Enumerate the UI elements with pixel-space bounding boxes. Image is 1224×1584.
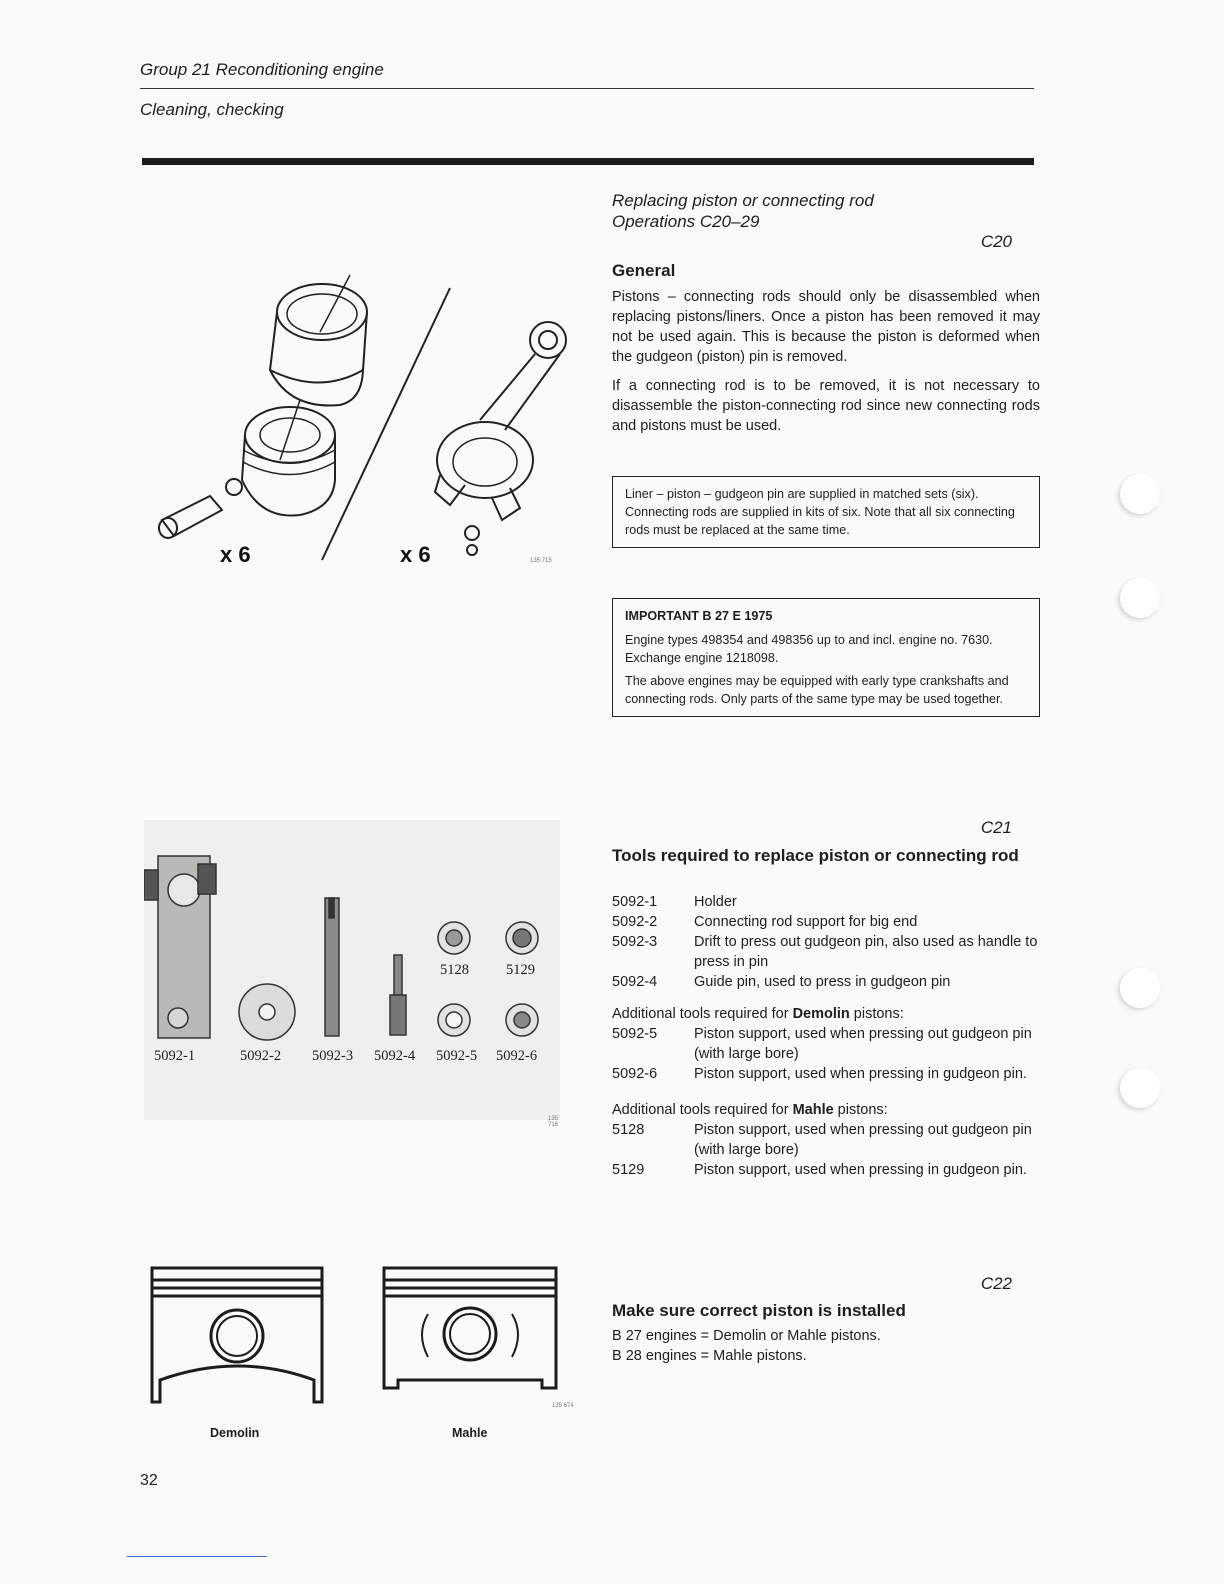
demolin-intro-prefix: Additional tools required for — [612, 1006, 793, 1022]
fig2-code: 135 716 — [548, 1116, 559, 1128]
tool-row — [612, 912, 1040, 932]
important-title: IMPORTANT B 27 E 1975 — [625, 609, 773, 623]
tool-description: Piston support, used when pressing out gudgeon pin (with large bore) — [694, 1026, 1032, 1062]
demolin-intro — [612, 1004, 1040, 1024]
mahle-brand: Mahle — [792, 1102, 834, 1118]
tool-description: Drift to press out gudgeon pin, also used as handle to press in pin — [694, 934, 1038, 970]
tool-number: 5129 — [612, 1162, 645, 1178]
tool-number: 5092-4 — [612, 974, 658, 990]
piston-conrod-figure — [150, 270, 570, 570]
tool-description: Holder — [694, 894, 737, 910]
general-para-2: If a connecting rod is to be removed, it is not necessary to disassemble the piston-connecting rod since new connecting rods and pistons must be used. — [612, 378, 1040, 434]
mahle-intro — [612, 1100, 1040, 1120]
important-line-3: The above engines may be equipped with early type crankshafts and connecting rods. Only parts of the same type may be used together. — [625, 674, 1009, 706]
tool-label-5092-6: 5092-6 — [496, 1048, 538, 1064]
tool-row — [612, 1160, 1040, 1180]
tool-row — [612, 932, 1040, 972]
note-box-matched-sets — [612, 476, 1040, 548]
tool-label-5092-4: 5092-4 — [374, 1048, 416, 1064]
tool-description: Piston support, used when pressing in gudgeon pin. — [694, 1066, 1027, 1082]
correct-piston-text — [612, 1326, 881, 1366]
op-code-c20: C20 — [980, 232, 1012, 251]
fig1-code: 135 715 — [530, 558, 552, 564]
fig1-qty-right: x 6 — [400, 542, 431, 567]
mahle-intro-prefix: Additional tools required for — [612, 1102, 793, 1118]
heading-correct-piston: Make sure correct piston is installed — [612, 1301, 906, 1320]
tool-number: 5092-1 — [612, 894, 658, 910]
tool-label-5092-2: 5092-2 — [240, 1048, 282, 1064]
tool-row — [612, 1024, 1040, 1064]
binder-hole — [1120, 1068, 1160, 1108]
caption-mahle: Mahle — [452, 1426, 488, 1440]
tool-row — [612, 1120, 1040, 1160]
tool-number: 5128 — [612, 1122, 645, 1138]
header-subtitle: Cleaning, checking — [140, 100, 284, 119]
op-code-c21: C21 — [980, 818, 1012, 837]
tool-number: 5092-3 — [612, 934, 658, 950]
tool-row — [612, 892, 1040, 912]
tool-label-5129: 5129 — [506, 962, 535, 978]
binder-hole — [1120, 474, 1160, 514]
demolin-brand: Demolin — [792, 1006, 850, 1022]
tool-number: 5092-6 — [612, 1066, 658, 1082]
note-line-conrods: Connecting rods are supplied in kits of six. Note that all six connecting rods must be replaced at the same time. — [625, 505, 1015, 537]
tool-number: 5092-5 — [612, 1026, 658, 1042]
piston-comparison-figure — [148, 1262, 568, 1422]
tool-label-5092-1: 5092-1 — [154, 1048, 196, 1064]
caption-demolin: Demolin — [210, 1426, 260, 1440]
fig3-code: 135 674 — [552, 1403, 574, 1409]
tool-row — [612, 972, 1040, 992]
header-rule — [140, 88, 1034, 89]
op-code-c22: C22 — [980, 1274, 1012, 1293]
tool-row — [612, 1064, 1040, 1084]
heading-general: General — [612, 261, 676, 280]
correct-piston-line-1: B 27 engines = Demolin or Mahle pistons. — [612, 1328, 881, 1344]
header-group-title: Group 21 Reconditioning engine — [140, 60, 384, 79]
note-line-liner: Liner – piston – gudgeon pin are supplied in matched sets (six). — [625, 487, 979, 501]
heading-tools-required: Tools required to replace piston or connecting rod — [612, 846, 1019, 865]
binder-hole — [1120, 578, 1160, 618]
important-line-1: Engine types 498354 and 498356 up to and incl. engine no. 7630. — [625, 633, 993, 647]
tool-number: 5092-2 — [612, 914, 658, 930]
fig1-qty-left: x 6 — [220, 542, 251, 567]
general-para-1: Pistons – connecting rods should only be disassembled when replacing pistons/liners. Once a piston has been removed it may not be used again. This is because the piston is deformed when the gudgeon (piston) pin is removed. — [612, 289, 1040, 365]
binder-hole — [1120, 968, 1160, 1008]
scan-artifact-line — [127, 1556, 267, 1557]
important-line-2: Exchange engine 1218098. — [625, 651, 779, 665]
tool-label-5092-5: 5092-5 — [436, 1048, 478, 1064]
correct-piston-line-2: B 28 engines = Mahle pistons. — [612, 1348, 807, 1364]
tools-list — [612, 892, 1040, 1180]
tool-description: Piston support, used when pressing in gudgeon pin. — [694, 1162, 1027, 1178]
mahle-intro-suffix: pistons: — [833, 1102, 888, 1118]
section-title-line2: Operations C20–29 — [612, 212, 760, 231]
page-number: 32 — [140, 1472, 158, 1489]
tool-label-5092-3: 5092-3 — [312, 1048, 354, 1064]
tools-photo — [144, 820, 560, 1128]
important-box — [612, 598, 1040, 717]
section-divider — [142, 158, 1034, 165]
general-text — [612, 287, 1040, 445]
tool-description: Guide pin, used to press in gudgeon pin — [694, 974, 951, 990]
tool-description: Piston support, used when pressing out gudgeon pin (with large bore) — [694, 1122, 1032, 1158]
tool-description: Connecting rod support for big end — [694, 914, 918, 930]
tool-label-5128: 5128 — [440, 962, 469, 978]
section-title-line1: Replacing piston or connecting rod — [612, 191, 874, 210]
demolin-intro-suffix: pistons: — [849, 1006, 904, 1022]
